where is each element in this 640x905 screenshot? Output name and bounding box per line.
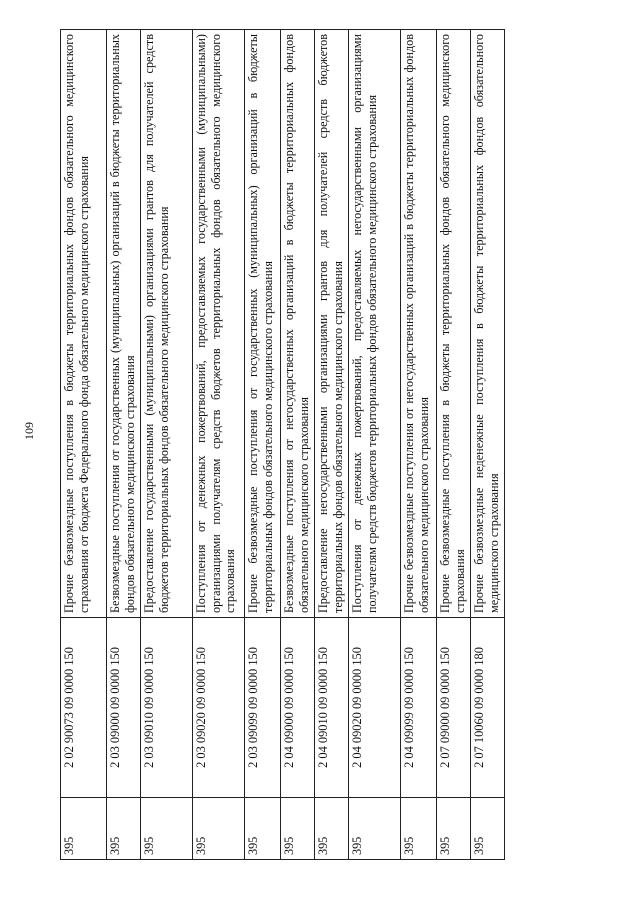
budget-code-cell: 2 07 09000 09 0000 150 <box>437 618 471 798</box>
admin-code-cell: 395 <box>141 798 193 860</box>
table-row <box>349 30 401 860</box>
table-row <box>107 30 141 860</box>
description-cell: Безвозмездные поступления от государственных (муниципальных) организаций в бюджеты территориальных фондов обязательного медицинского страхования <box>107 30 141 618</box>
admin-code-cell: 395 <box>315 798 349 860</box>
description-cell: Прочие безвозмездные поступления от негосударственных организаций в бюджеты территориальных фондов обязательного медицинского страхования <box>401 30 437 618</box>
admin-code-cell: 395 <box>107 798 141 860</box>
description-cell: Предоставление государственными (муниципальными) организациями грантов для получателей средств бюджетов территориальных фондов обязательного медицинского страхования <box>141 30 193 618</box>
table-row <box>193 30 245 860</box>
admin-code-cell: 395 <box>437 798 471 860</box>
budget-code-cell: 2 03 09020 09 0000 150 <box>193 618 245 798</box>
table-row <box>61 30 107 860</box>
budget-codes-table <box>60 29 505 860</box>
budget-code-cell: 2 04 09099 09 0000 150 <box>401 618 437 798</box>
budget-code-cell: 2 07 10060 09 0000 180 <box>471 618 505 798</box>
budget-code-cell: 2 03 09099 09 0000 150 <box>245 618 281 798</box>
budget-code-cell: 2 04 09020 09 0000 150 <box>349 618 401 798</box>
budget-code-cell: 2 03 09000 09 0000 150 <box>107 618 141 798</box>
admin-code-cell: 395 <box>471 798 505 860</box>
budget-code-cell: 2 04 09000 09 0000 150 <box>281 618 315 798</box>
admin-code-cell: 395 <box>245 798 281 860</box>
table-row <box>315 30 349 860</box>
budget-code-cell: 2 03 09010 09 0000 150 <box>141 618 193 798</box>
admin-code-cell: 395 <box>401 798 437 860</box>
description-cell: Прочие безвозмездные поступления в бюджеты территориальных фондов обязательного медицинского страхования <box>437 30 471 618</box>
admin-code-cell: 395 <box>349 798 401 860</box>
table-row <box>245 30 281 860</box>
budget-code-cell: 2 02 90073 09 0000 150 <box>61 618 107 798</box>
table-row <box>437 30 471 860</box>
rotated-table-container <box>60 30 510 860</box>
page-number: 109 <box>22 422 36 440</box>
description-cell: Поступления от денежных пожертвований, предоставляемых негосударственными организациями получателям средств бюджетов территориальных фондов обязательного медицинского страхования <box>349 30 401 618</box>
description-cell: Прочие безвозмездные поступления от государственных (муниципальных) организаций в бюджеты территориальных фондов обязательного медицинского страхования <box>245 30 281 618</box>
table-row <box>281 30 315 860</box>
description-cell: Предоставление негосударственными организациями грантов для получателей средств бюджетов территориальных фондов обязательного медицинского страхования <box>315 30 349 618</box>
table-row <box>401 30 437 860</box>
admin-code-cell: 395 <box>193 798 245 860</box>
description-cell: Поступления от денежных пожертвований, предоставляемых государственными (муниципальными) организациями получателям средств бюджетов территориальных фондов обязательного медицинского страхования <box>193 30 245 618</box>
description-cell: Безвозмездные поступления от негосударственных организаций в бюджеты территориальных фондов обязательного медицинского страхования <box>281 30 315 618</box>
description-cell: Прочие безвозмездные неденежные поступления в бюджеты территориальных фондов обязательного медицинского страхования <box>471 30 505 618</box>
table-row <box>141 30 193 860</box>
budget-code-cell: 2 04 09010 09 0000 150 <box>315 618 349 798</box>
admin-code-cell: 395 <box>281 798 315 860</box>
description-cell: Прочие безвозмездные поступления в бюджеты территориальных фондов обязательного медицинского страхования от бюджета Федерального фонда обязательного медицинского страхования <box>61 30 107 618</box>
admin-code-cell: 395 <box>61 798 107 860</box>
table-row <box>471 30 505 860</box>
